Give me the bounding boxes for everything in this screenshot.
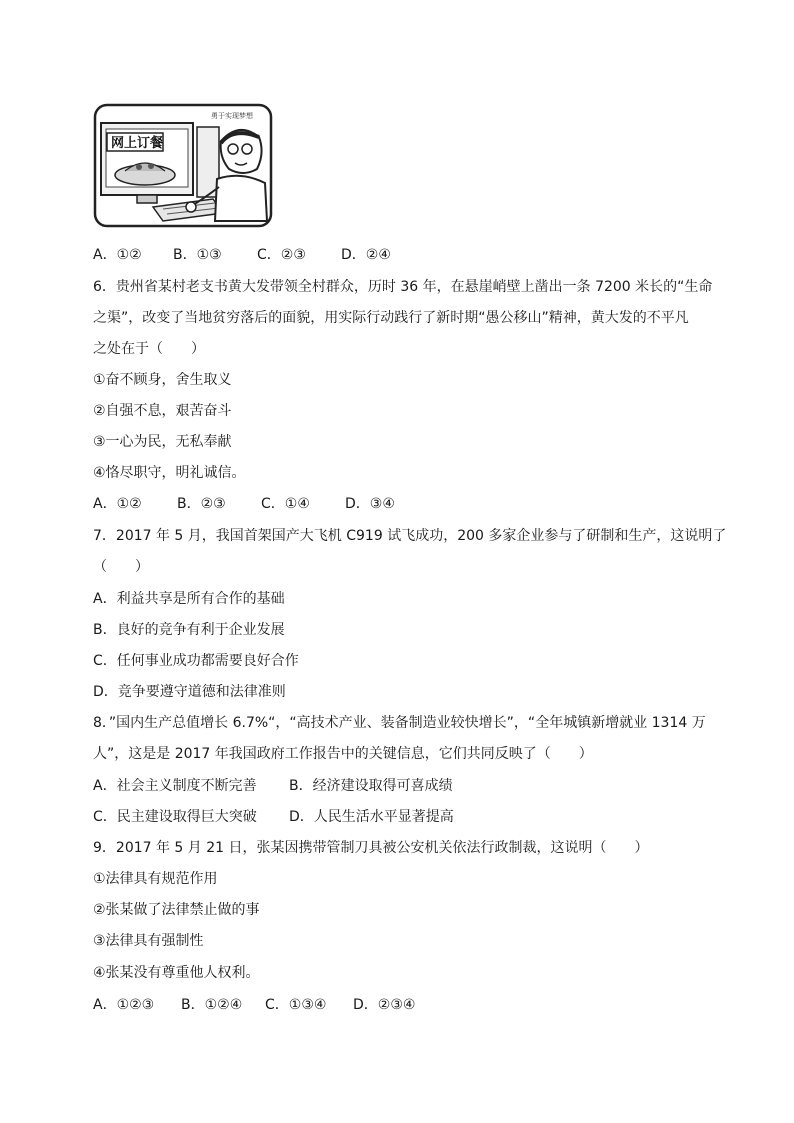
q8-option-b[interactable]: B．经济建设取得可喜成绩 xyxy=(289,778,453,794)
q6-stem-line1: 6．贵州省某村老支书黄大发带领全村群众，历时 36 年，在悬崖峭壁上凿出一条 7200 米长的“生命 xyxy=(93,279,713,295)
cartoon-sign: 网上订餐 xyxy=(111,136,164,151)
q7-option-b[interactable]: B．良好的竞争有利于企业发展 xyxy=(93,622,285,638)
q9-options xyxy=(93,995,415,1015)
q7-option-d[interactable]: D．竞争要遵守道德和法律准则 xyxy=(93,684,286,700)
q7-stem-line1: 7．2017 年 5 月，我国首架国产大飞机 C919 试飞成功，200 多家企业参与了研制和生产，这说明了 xyxy=(93,528,727,544)
q9-item-4: ④张某没有尊重他人权利。 xyxy=(93,965,260,981)
cartoon-caption: 勇于实现梦想 xyxy=(211,112,253,120)
q9-item-1: ①法律具有规范作用 xyxy=(93,871,218,887)
q6-stem-line2: 之渠”，改变了当地贫穷落后的面貌，用实际行动践行了新时期“愚公移山”精神，黄大发的不平凡 xyxy=(93,310,689,326)
q5-option-d[interactable]: D．②④ xyxy=(341,247,391,263)
q5-option-b[interactable]: B．①③ xyxy=(173,247,222,263)
q6-item-1: ①奋不顾身，舍生取义 xyxy=(93,372,232,388)
q6-options xyxy=(93,494,395,514)
q6-option-b[interactable]: B．②③ xyxy=(177,496,226,512)
q6-option-d[interactable]: D．③④ xyxy=(345,496,395,512)
q9-option-c[interactable]: C．①③④ xyxy=(265,997,327,1013)
q8-option-d[interactable]: D．人民生活水平显著提高 xyxy=(289,809,454,825)
q5-options xyxy=(93,245,391,265)
q9-item-3: ③法律具有强制性 xyxy=(93,933,204,949)
q9-item-2: ②张某做了法律禁止做的事 xyxy=(93,902,260,918)
q6-item-4: ④恪尽职守，明礼诚信。 xyxy=(93,465,246,481)
q6-item-2: ②自强不息，艰苦奋斗 xyxy=(93,403,232,419)
q8-options-row1 xyxy=(93,776,453,796)
q8-stem-line2: 人”，这是是 2017 年我国政府工作报告中的关键信息，它们共同反映了（ ） xyxy=(93,746,593,762)
q6-option-c[interactable]: C．①④ xyxy=(261,496,310,512)
q7-option-a[interactable]: A．利益共享是所有合作的基础 xyxy=(93,591,285,607)
q6-stem-line3: 之处在于（ ） xyxy=(93,341,205,357)
cartoon-illustration xyxy=(93,103,273,228)
q8-option-a[interactable]: A．社会主义制度不断完善 xyxy=(93,778,257,794)
q9-option-b[interactable]: B．①②④ xyxy=(181,997,243,1013)
q9-option-a[interactable]: A．①②③ xyxy=(93,997,155,1013)
q8-stem-line1: 8．”国内生产总值增长 6.7%“，“高技术产业、装备制造业较快增长”，“全年城镇新增就业 1314 万 xyxy=(93,715,706,731)
q9-option-d[interactable]: D．②③④ xyxy=(353,997,416,1013)
q6-item-3: ③一心为民，无私奉献 xyxy=(93,434,232,450)
q7-stem-line2: （ ） xyxy=(93,559,149,575)
q5-option-a[interactable]: A．①② xyxy=(93,247,142,263)
q8-options-row2 xyxy=(93,807,454,827)
q6-option-a[interactable]: A．①② xyxy=(93,496,142,512)
q8-option-c[interactable]: C．民主建设取得巨大突破 xyxy=(93,809,257,825)
q5-option-c[interactable]: C．②③ xyxy=(257,247,306,263)
q7-option-c[interactable]: C．任何事业成功都需要良好合作 xyxy=(93,653,299,669)
q9-stem-line1: 9．2017 年 5 月 21 日，张某因携带管制刀具被公安机关依法行政制裁，这说明（ ） xyxy=(93,840,649,856)
